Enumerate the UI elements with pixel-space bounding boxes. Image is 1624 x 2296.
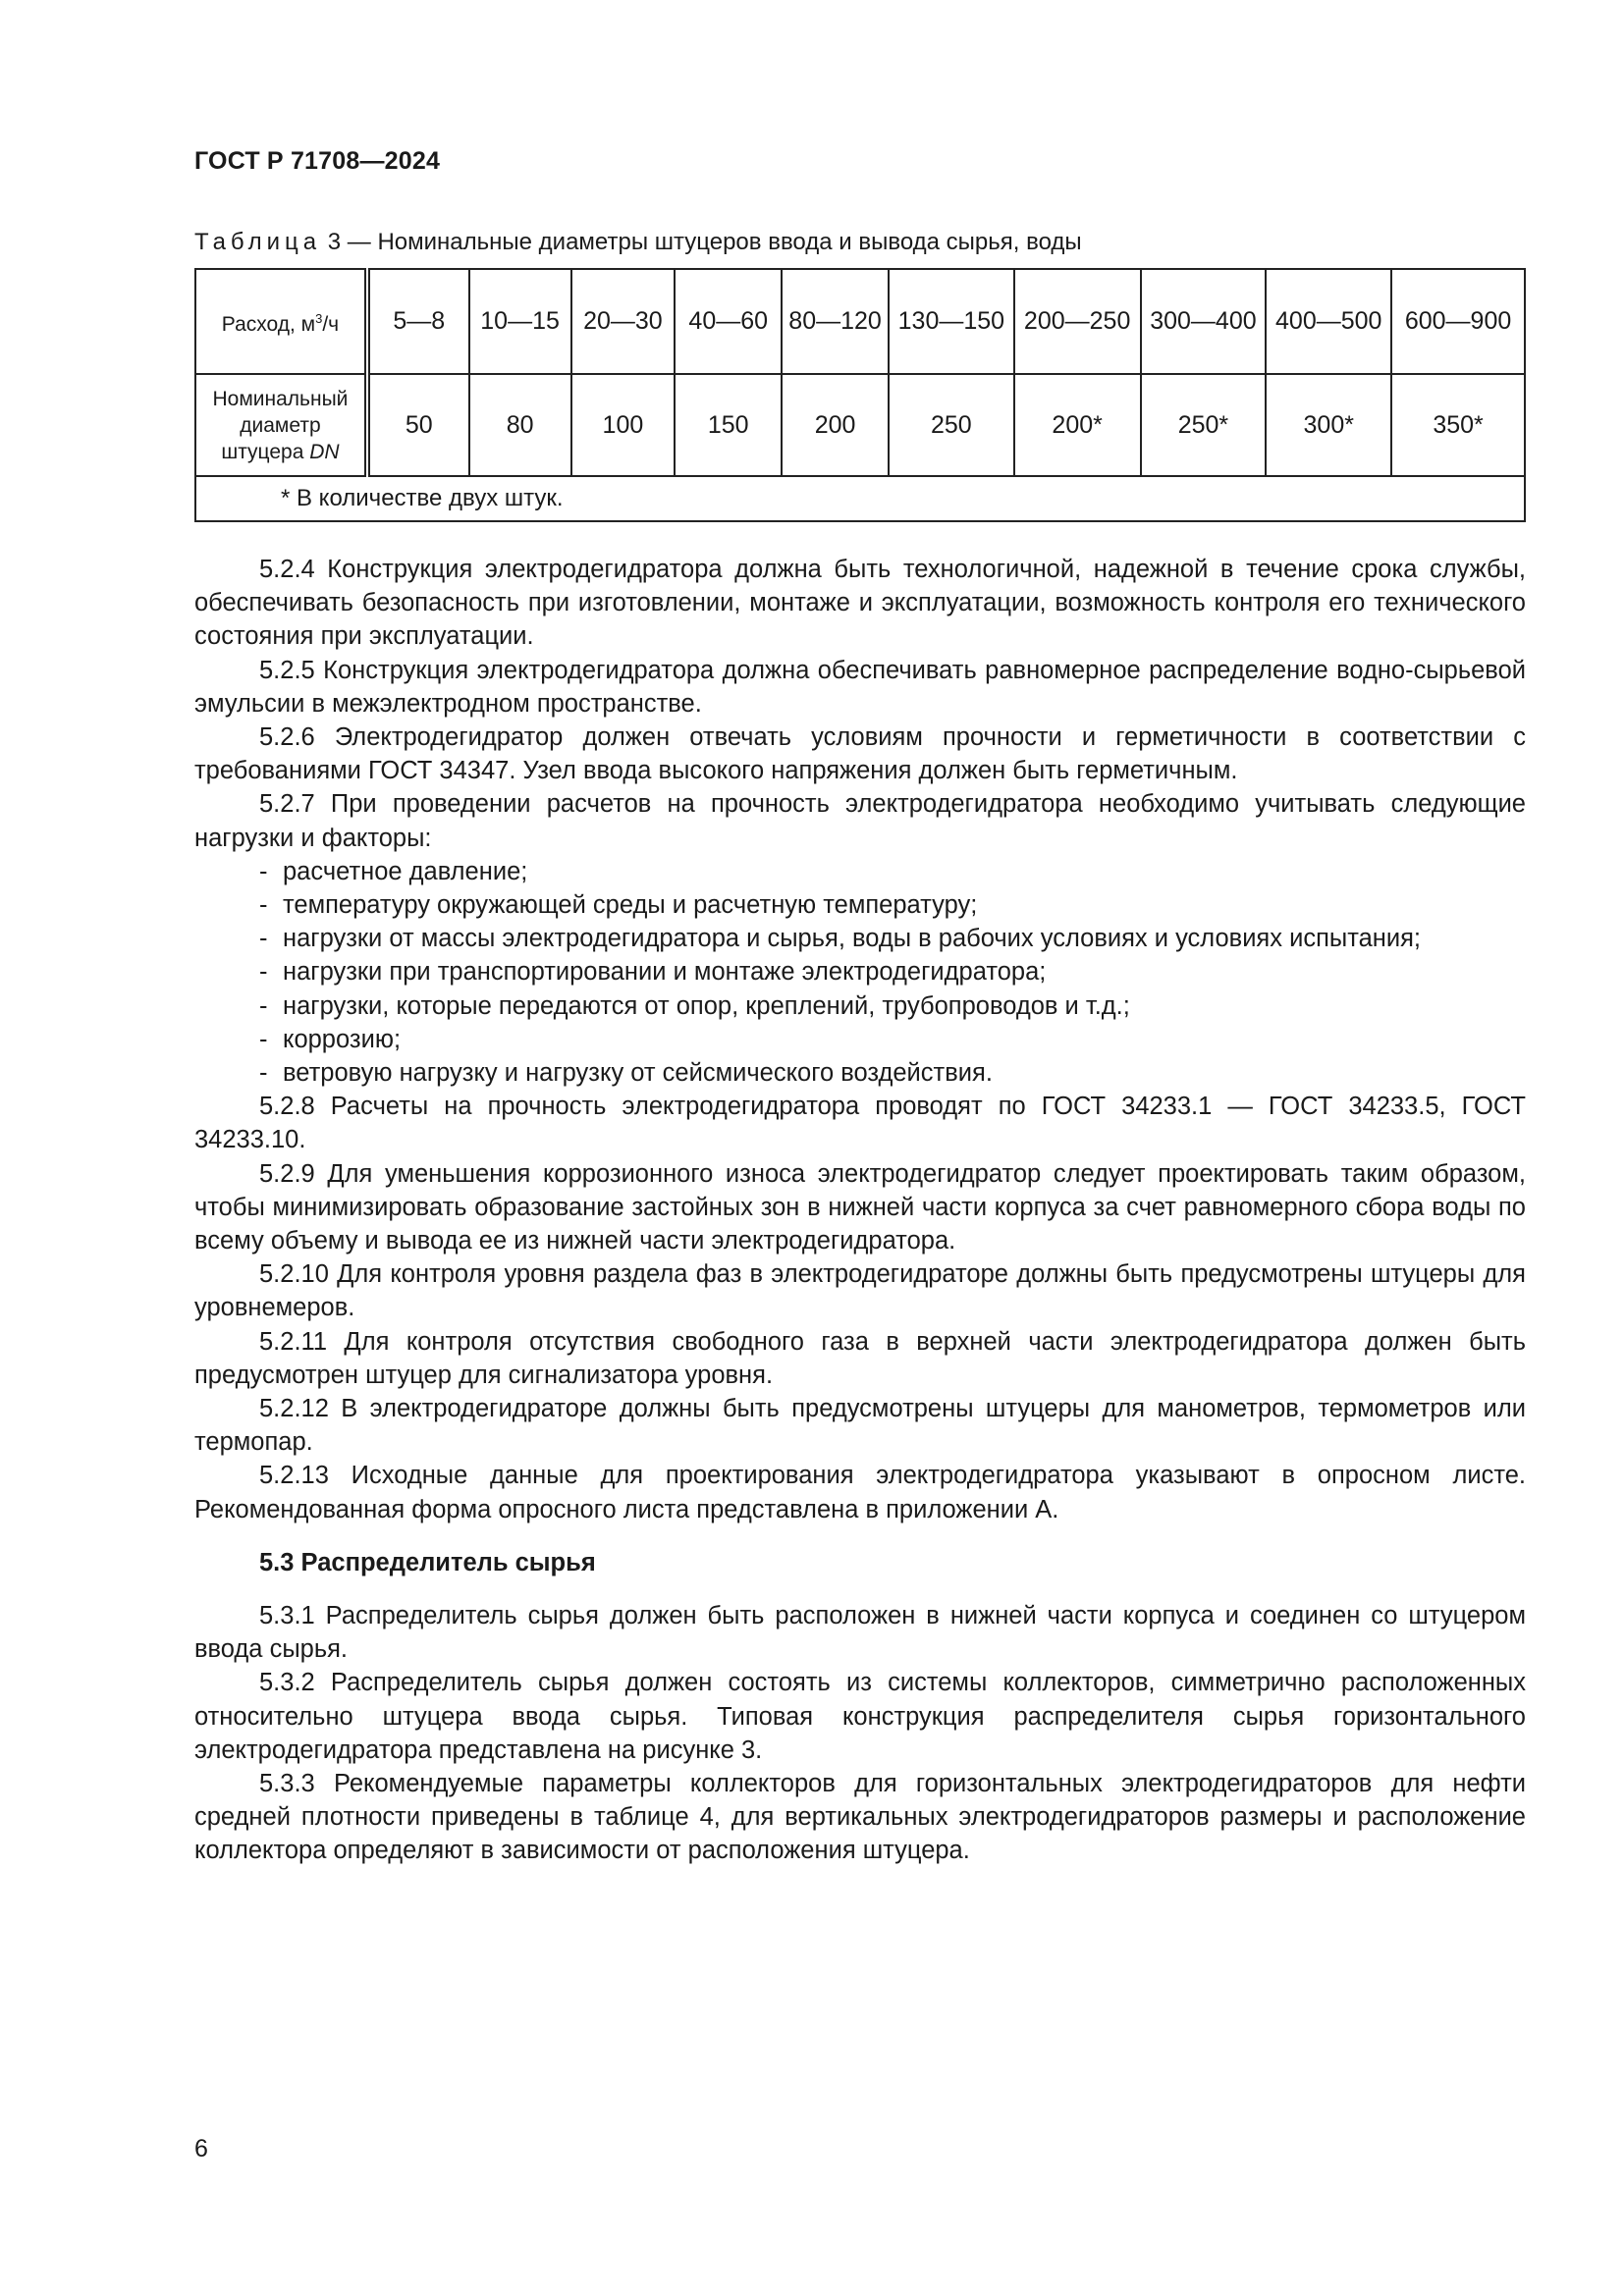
table-cell: 80—120 <box>782 269 889 374</box>
table-row-diameter <box>195 374 1525 476</box>
row-header-flow: Расход, $м^3/ч$ <box>195 269 367 374</box>
table-row-footnote <box>195 476 1525 521</box>
list-dash: - <box>259 958 268 987</box>
paragraph-5-2-9: 5.2.9 Для уменьшения коррозионного износа электродегидратор следует проектировать таким образом, чтобы минимизировать образование застойных зон в нижней части корпуса за счет равномерного сбора воды по всему объему и вывода ее из нижней части электродегидратора. <box>194 1159 1526 1255</box>
list-dash: - <box>259 857 268 885</box>
table-cell: 10—15 <box>469 269 571 374</box>
list-item: - нагрузки от массы электродегидратора и сырья, воды в рабочих условиях и условиях испытания; <box>194 922 1526 955</box>
paragraph-5-2-10: 5.2.10 Для контроля уровня раздела фаз в электродегидраторе должны быть предусмотрены штуцеры для уровнемеров. <box>194 1260 1526 1322</box>
paragraph-5-2-8: 5.2.8 Расчеты на прочность электродегидратора проводят по ГОСТ 34233.1 — ГОСТ 34233.5, ГОСТ 34233.10. <box>194 1093 1526 1154</box>
table-caption <box>194 229 1082 256</box>
section-heading-5-3: 5.3 Распределитель сырья <box>259 1548 596 1576</box>
table-cell: 250 <box>889 374 1014 476</box>
paragraph-5-2-13: 5.2.13 Исходные данные для проектирования электродегидратора указывают в опросном листе. Рекомендованная форма опросного листа представлена в приложении А. <box>194 1462 1526 1523</box>
table-caption-text: 3 — Номинальные диаметры штуцеров ввода и вывода сырья, воды <box>321 229 1082 255</box>
row-header-diameter: Номинальный диаметр штуцера DN <box>195 374 367 476</box>
table-cell: 250* <box>1141 374 1267 476</box>
table-cell: 300* <box>1266 374 1391 476</box>
table-row-flow <box>195 269 1525 374</box>
table-cell: 200—250 <box>1014 269 1141 374</box>
table-cell: 350* <box>1391 374 1525 476</box>
table-cell: 400—500 <box>1266 269 1391 374</box>
paragraph-5-2-7: 5.2.7 При проведении расчетов на прочность электродегидратора необходимо учитывать следующие нагрузки и факторы: <box>194 790 1526 852</box>
table-cell: 300—400 <box>1141 269 1267 374</box>
list-item: - ветровую нагрузку и нагрузку от сейсмического воздействия. <box>194 1056 1526 1090</box>
table-cell: 50 <box>367 374 469 476</box>
list-dash: - <box>259 891 268 920</box>
list-dash: - <box>259 991 268 1020</box>
table-cell: 200 <box>782 374 889 476</box>
list-item: - коррозию; <box>194 1023 1526 1056</box>
body-text <box>194 553 1526 1868</box>
paragraph-5-2-5: 5.2.5 Конструкция электродегидратора должна обеспечивать равномерное распределение водно-сырьевой эмульсии в межэлектродном пространстве. <box>194 656 1526 718</box>
table-cell: 150 <box>675 374 782 476</box>
table-cell: 200* <box>1014 374 1141 476</box>
list-dash: - <box>259 1059 268 1088</box>
list-item: - температуру окружающей среды и расчетную температуру; <box>194 888 1526 922</box>
list-item: - расчетное давление; <box>194 855 1526 888</box>
paragraph-5-3-3: 5.3.3 Рекомендуемые параметры коллекторов для горизонтальных электродегидраторов для нефти средней плотности приведены в таблице 4, для вертикальных электродегидраторов размеры и расположение коллектора определяют в зависимости от расположения штуцера. <box>194 1769 1526 1865</box>
table-caption-word: Таблица <box>194 229 322 255</box>
paragraph-5-2-11: 5.2.11 Для контроля отсутствия свободного газа в верхней части электродегидратора должен быть предусмотрен штуцер для сигнализатора уровня. <box>194 1327 1526 1389</box>
paragraph-5-2-6: 5.2.6 Электродегидратор должен отвечать условиям прочности и герметичности в соответствии с требованиями ГОСТ 34347. Узел ввода высокого напряжения должен быть герметичным. <box>194 723 1526 785</box>
table-cell: 600—900 <box>1391 269 1525 374</box>
table-cell: 100 <box>571 374 676 476</box>
table-footnote: * В количестве двух штук. <box>195 476 1525 521</box>
list-item: - нагрузки при транспортировании и монтаже электродегидратора; <box>194 955 1526 988</box>
paragraph-5-3-2: 5.3.2 Распределитель сырья должен состоять из системы коллекторов, симметрично расположенных относительно штуцера ввода сырья. Типовая конструкция распределителя сырья горизонтального электродегидратора представлена на рисунке 3. <box>194 1669 1526 1764</box>
table-3 <box>194 268 1526 522</box>
page-number: 6 <box>194 2135 208 2163</box>
paragraph-5-2-4: 5.2.4 Конструкция электродегидратора должна быть технологичной, надежной в течение срока службы, обеспечивать безопасность при изготовлении, монтаже и эксплуатации, возможность контроля его технического состояния при эксплуатации. <box>194 556 1526 651</box>
list-dash: - <box>259 925 268 953</box>
table-cell: 130—150 <box>889 269 1014 374</box>
table-cell: 20—30 <box>571 269 676 374</box>
list-item: - нагрузки, которые передаются от опор, креплений, трубопроводов и т.д.; <box>194 989 1526 1023</box>
table-cell: 5—8 <box>367 269 469 374</box>
document-header: ГОСТ Р 71708—2024 <box>194 147 441 175</box>
list-dash: - <box>259 1025 268 1053</box>
paragraph-5-3-1: 5.3.1 Распределитель сырья должен быть расположен в нижней части корпуса и соединен со штуцером ввода сырья. <box>194 1601 1526 1664</box>
table-cell: 80 <box>469 374 571 476</box>
paragraph-5-2-12: 5.2.12 В электродегидраторе должны быть предусмотрены штуцеры для манометров, термометров или термопар. <box>194 1395 1526 1457</box>
table-cell: 40—60 <box>675 269 782 374</box>
